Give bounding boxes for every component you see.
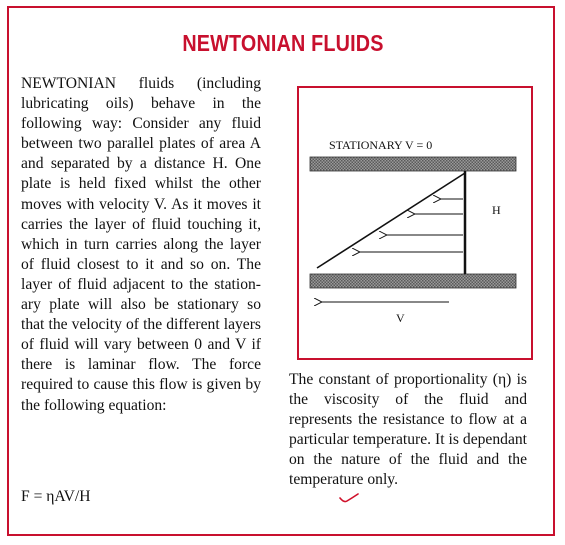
stationary-label: STATIONARY V = 0	[329, 138, 433, 152]
viscosity-paragraph: The constant of proportionality (η) is the viscosity of the fluid and represents the resistance to flow at a particular temperature. It is dependant on the nature of the fluid and the temperature only.	[289, 371, 527, 489]
velocity-profile-diagram	[299, 88, 531, 358]
velocity-profile-line	[317, 173, 465, 268]
moving-plate	[310, 274, 516, 288]
stationary-plate	[310, 157, 516, 171]
intro-paragraph: NEWTONIAN fluids (including lubricating oils) behave in the following way: Consider any fluid between two parallel plates of area A and separated by a distance H. One plate is held fixed whilst the other moves with velocity V. As it moves it carries the layer of fluid touching it, which in turn carries along the layer of fluid closest to it and so on. The layer of fluid adjacent to the stationary plate will also be stationary so that the velocity of the different layers of fluid will vary between 0 and V if there is laminar flow. The force required to cause this flow is given by the following equation:	[21, 75, 261, 414]
v-label: V	[396, 311, 405, 325]
checkmark-icon	[338, 492, 360, 504]
article-title: NEWTONIAN FLUIDS	[182, 30, 384, 56]
diagram-box	[297, 86, 533, 360]
h-label: H	[492, 203, 501, 217]
viscosity-formula: F = ηAV/H	[21, 488, 91, 505]
